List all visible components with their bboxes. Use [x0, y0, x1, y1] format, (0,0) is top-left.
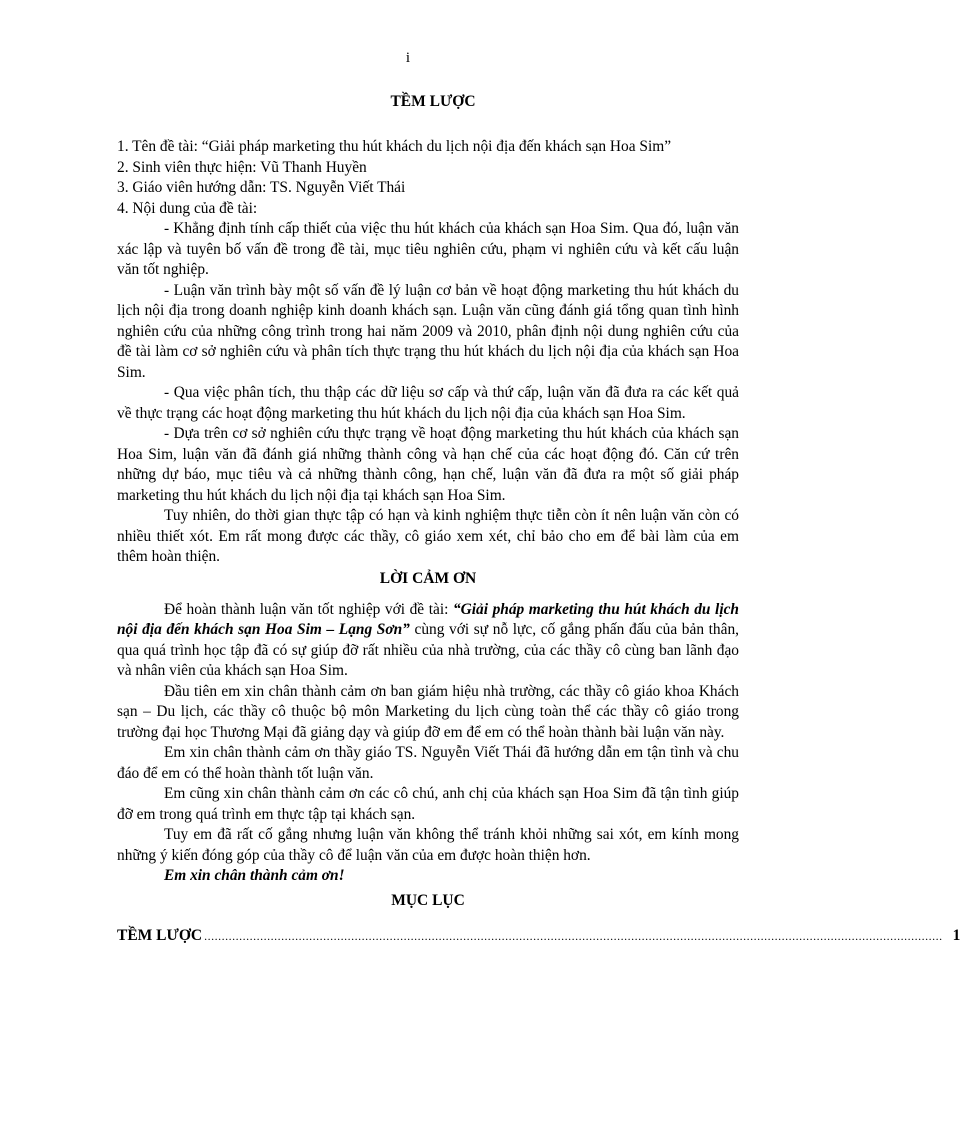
summary-title: TỀM LƯỢC [390, 93, 476, 110]
thanks-closing: Em xin chân thành cảm ơn! [164, 867, 345, 884]
document-body [117, 92, 960, 946]
thanks-intro-text: Để hoàn thành luận văn tốt nghiệp với đề tài: [164, 600, 453, 618]
thanks-paragraph: Đầu tiên em xin chân thành cảm ơn ban giám hiệu nhà trường, các thầy cô giáo khoa Khách sạn – Du lịch, các thầy cô thuộc bộ môn Marketing du lịch cùng toàn thể các thầy cô giáo trong trường đại học Thương Mại đã giảng dạy và giúp đỡ em để em có thể hoàn thành bài luận văn này. [117, 682, 739, 741]
thanks-paragraph [117, 600, 739, 682]
toc-entry[interactable] [117, 926, 960, 947]
thanks-paragraph: Em cũng xin chân thành cảm ơn các cô chú, anh chị của khách sạn Hoa Sim đã tận tình giúp đỡ em trong quá trình em thực tập tại khách sạn. [117, 785, 739, 823]
summary-paragraph: Tuy nhiên, do thời gian thực tập có hạn và kinh nghiệm thực tiễn còn ít nên luận văn còn có nhiều thiết xót. Em rất mong được các thầy, cô giáo xem xét, chỉ bảo cho em để bài làm của em thêm hoàn thiện. [117, 507, 739, 565]
thanks-intro-rest: cùng với sự nỗ lực, cố gắng phấn đấu của bản thân, qua quá trình học tập đã có sự giúp đỡ rất nhiều của nhà trường, của các thầy cô cùng ban lãnh đạo và nhân viên của khách sạn Hoa Sim. [117, 621, 739, 679]
summary-item-advisor: 3. Giáo viên hướng dẫn: TS. Nguyễn Viết Thái [117, 179, 406, 196]
thanks-title: LỜI CẢM ƠN [379, 569, 477, 587]
summary-paragraph: - Khẳng định tính cấp thiết của việc thu hút khách của khách sạn Hoa Sim. Qua đó, luận văn xác lập và tuyên bố vấn đề trong đề tài, mục tiêu nghiên cứu, phạm vi nghiên cứu và kết cấu luận văn tốt nghiệp. [117, 220, 739, 278]
toc-entry-label: TỀM LƯỢC [117, 926, 203, 944]
summary-paragraph: - Dựa trên cơ sở nghiên cứu thực trạng về hoạt động marketing thu hút khách của khách sạn Hoa Sim, luận văn đã đánh giá những thành công và hạn chế của các hoạt động đó. Căn cứ trên những dự báo, mục tiêu và cả những thành công, hạn chế, luận văn đã đưa ra một số giải pháp marketing thu hút khách du lịch nội địa tại khách sạn Hoa Sim. [117, 425, 739, 504]
thanks-topic-title: “Giải pháp marketing thu hút khách du lịch nội địa đến khách sạn Hoa Sim – Lạng Sơn” [117, 600, 739, 638]
summary-paragraph: - Qua việc phân tích, thu thập các dữ liệu sơ cấp và thứ cấp, luận văn đã đưa ra các kết quả về thực trạng các hoạt động marketing thu hút khách du lịch nội địa của khách sạn Hoa Sim. [117, 384, 739, 422]
toc-leader-dots: ................................................................................................................................................................................................................... [204, 928, 943, 943]
summary-paragraph: - Luận văn trình bày một số vấn đề lý luận cơ bản về hoạt động marketing thu hút khách du lịch nội địa trong doanh nghiệp kinh doanh khách sạn. Luận văn cũng đánh giá tổng quan tình hình nghiên cứu của những công trình trong hai năm 2009 và 2010, phân định nội dung nghiên cứu của đề tài làm cơ sở nghiên cứu và phân tích thực trạng thu hút khách du lịch nội địa của khách sạn Hoa Sim. [117, 281, 739, 381]
thanks-paragraph: Tuy em đã rất cố gắng nhưng luận văn không thể tránh khỏi những sai xót, em kính mong những ý kiến đóng góp của thầy cô để luận văn của em được hoàn thiện hơn. [117, 826, 739, 864]
toc-title: MỤC LỤC [391, 891, 465, 909]
summary-item-topic: 1. Tên đề tài: “Giải pháp marketing thu hút khách du lịch nội địa đến khách sạn Hoa Sim” [117, 138, 672, 155]
toc-entry-page: 1 [952, 926, 960, 944]
thanks-paragraph: Em xin chân thành cảm ơn thầy giáo TS. Nguyễn Viết Thái đã hướng dẫn em tận tình và chu đáo để em có thể hoàn thành tốt luận văn. [117, 744, 739, 782]
page-number: i [405, 50, 411, 66]
summary-item-content: 4. Nội dung của đề tài: [117, 199, 258, 217]
summary-item-student: 2. Sinh viên thực hiện: Vũ Thanh Huyền [117, 158, 367, 176]
